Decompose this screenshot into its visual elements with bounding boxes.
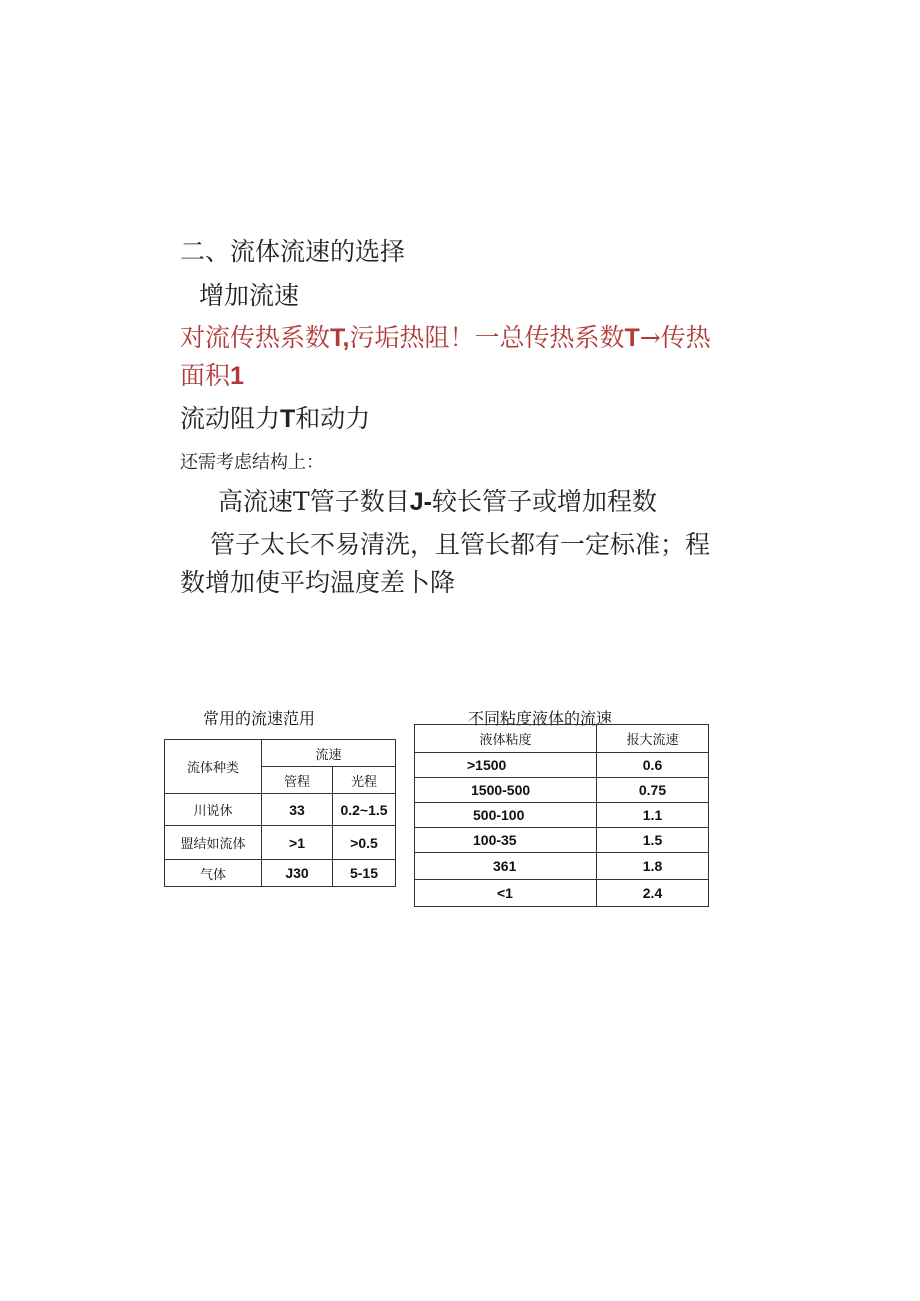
high-speed-line xyxy=(218,482,657,518)
cell: >1 xyxy=(262,826,333,860)
table-row xyxy=(415,753,709,778)
cell: <1 xyxy=(415,880,597,907)
cell: J30 xyxy=(262,860,333,887)
cell: 1.8 xyxy=(597,853,709,880)
cell: 气体 xyxy=(165,860,262,887)
table-row xyxy=(415,803,709,828)
header-type: 流体种类 xyxy=(165,740,262,794)
down-symbol: 1 xyxy=(230,362,244,390)
cell: 盟结如流体 xyxy=(165,826,262,860)
cell: 0.6 xyxy=(597,753,709,778)
header-max-speed: 报大流速 xyxy=(597,725,709,753)
header-shell: 光程 xyxy=(333,767,396,794)
cell: 33 xyxy=(262,794,333,826)
cell: 5-15 xyxy=(333,860,396,887)
cell: >0.5 xyxy=(333,826,396,860)
cell: 川说休 xyxy=(165,794,262,826)
table-row xyxy=(165,794,396,826)
up-symbol: T xyxy=(624,324,640,352)
table-row xyxy=(415,778,709,803)
increase-speed-line: 增加流速 xyxy=(199,281,300,310)
header-tube: 管程 xyxy=(262,767,333,794)
cell: >1500 xyxy=(415,753,597,778)
cell: 1500-500 xyxy=(415,778,597,803)
table-row xyxy=(415,853,709,880)
text: 高流速 xyxy=(218,487,294,516)
text: 管子数目 xyxy=(309,487,410,516)
structure-line: 还需考虑结构上： xyxy=(180,452,324,473)
viscosity-speed-table xyxy=(414,724,709,907)
heat-area-line xyxy=(180,356,244,392)
up-symbol: T xyxy=(293,487,310,516)
table2-caption: 不同粘度液体的流速 xyxy=(468,709,613,728)
up-symbol: T xyxy=(280,405,296,433)
cell: 0.2~1.5 xyxy=(333,794,396,826)
text: 流动阻力 xyxy=(180,404,281,433)
cell: 0.75 xyxy=(597,778,709,803)
text: 污垢热阻！一总传热系数 xyxy=(349,323,625,352)
common-speed-table xyxy=(164,739,396,887)
table1-caption: 常用的流速范用 xyxy=(203,709,316,728)
resistance-line xyxy=(180,399,370,435)
table-row xyxy=(165,860,396,887)
text: 传热 xyxy=(660,323,711,352)
cell: 361 xyxy=(415,853,597,880)
cell: 1.5 xyxy=(597,828,709,853)
table-row xyxy=(415,880,709,907)
text: 对流传热系数 xyxy=(180,323,331,352)
down-symbol: J- xyxy=(409,488,432,516)
up-symbol: T, xyxy=(330,324,350,352)
header-speed: 流速 xyxy=(262,740,396,767)
heat-transfer-line xyxy=(180,318,711,354)
arrow-icon: → xyxy=(639,323,661,352)
section-title: 二、流体流速的选择 xyxy=(180,237,406,266)
header-viscosity: 液体粘度 xyxy=(415,725,597,753)
text: 和动力 xyxy=(295,404,371,433)
cell: 1.1 xyxy=(597,803,709,828)
text: 面积 xyxy=(180,361,231,390)
table-row xyxy=(165,826,396,860)
cell: 2.4 xyxy=(597,880,709,907)
cell: 100-35 xyxy=(415,828,597,853)
table-row xyxy=(415,828,709,853)
tube-note-line-2: 数增加使平均温度差卜降 xyxy=(180,568,456,597)
tube-note-line: 管子太长不易清洗，且管长都有一定标准；程 xyxy=(210,530,711,559)
cell: 500-100 xyxy=(415,803,597,828)
text: 较长管子或增加程数 xyxy=(431,487,657,516)
